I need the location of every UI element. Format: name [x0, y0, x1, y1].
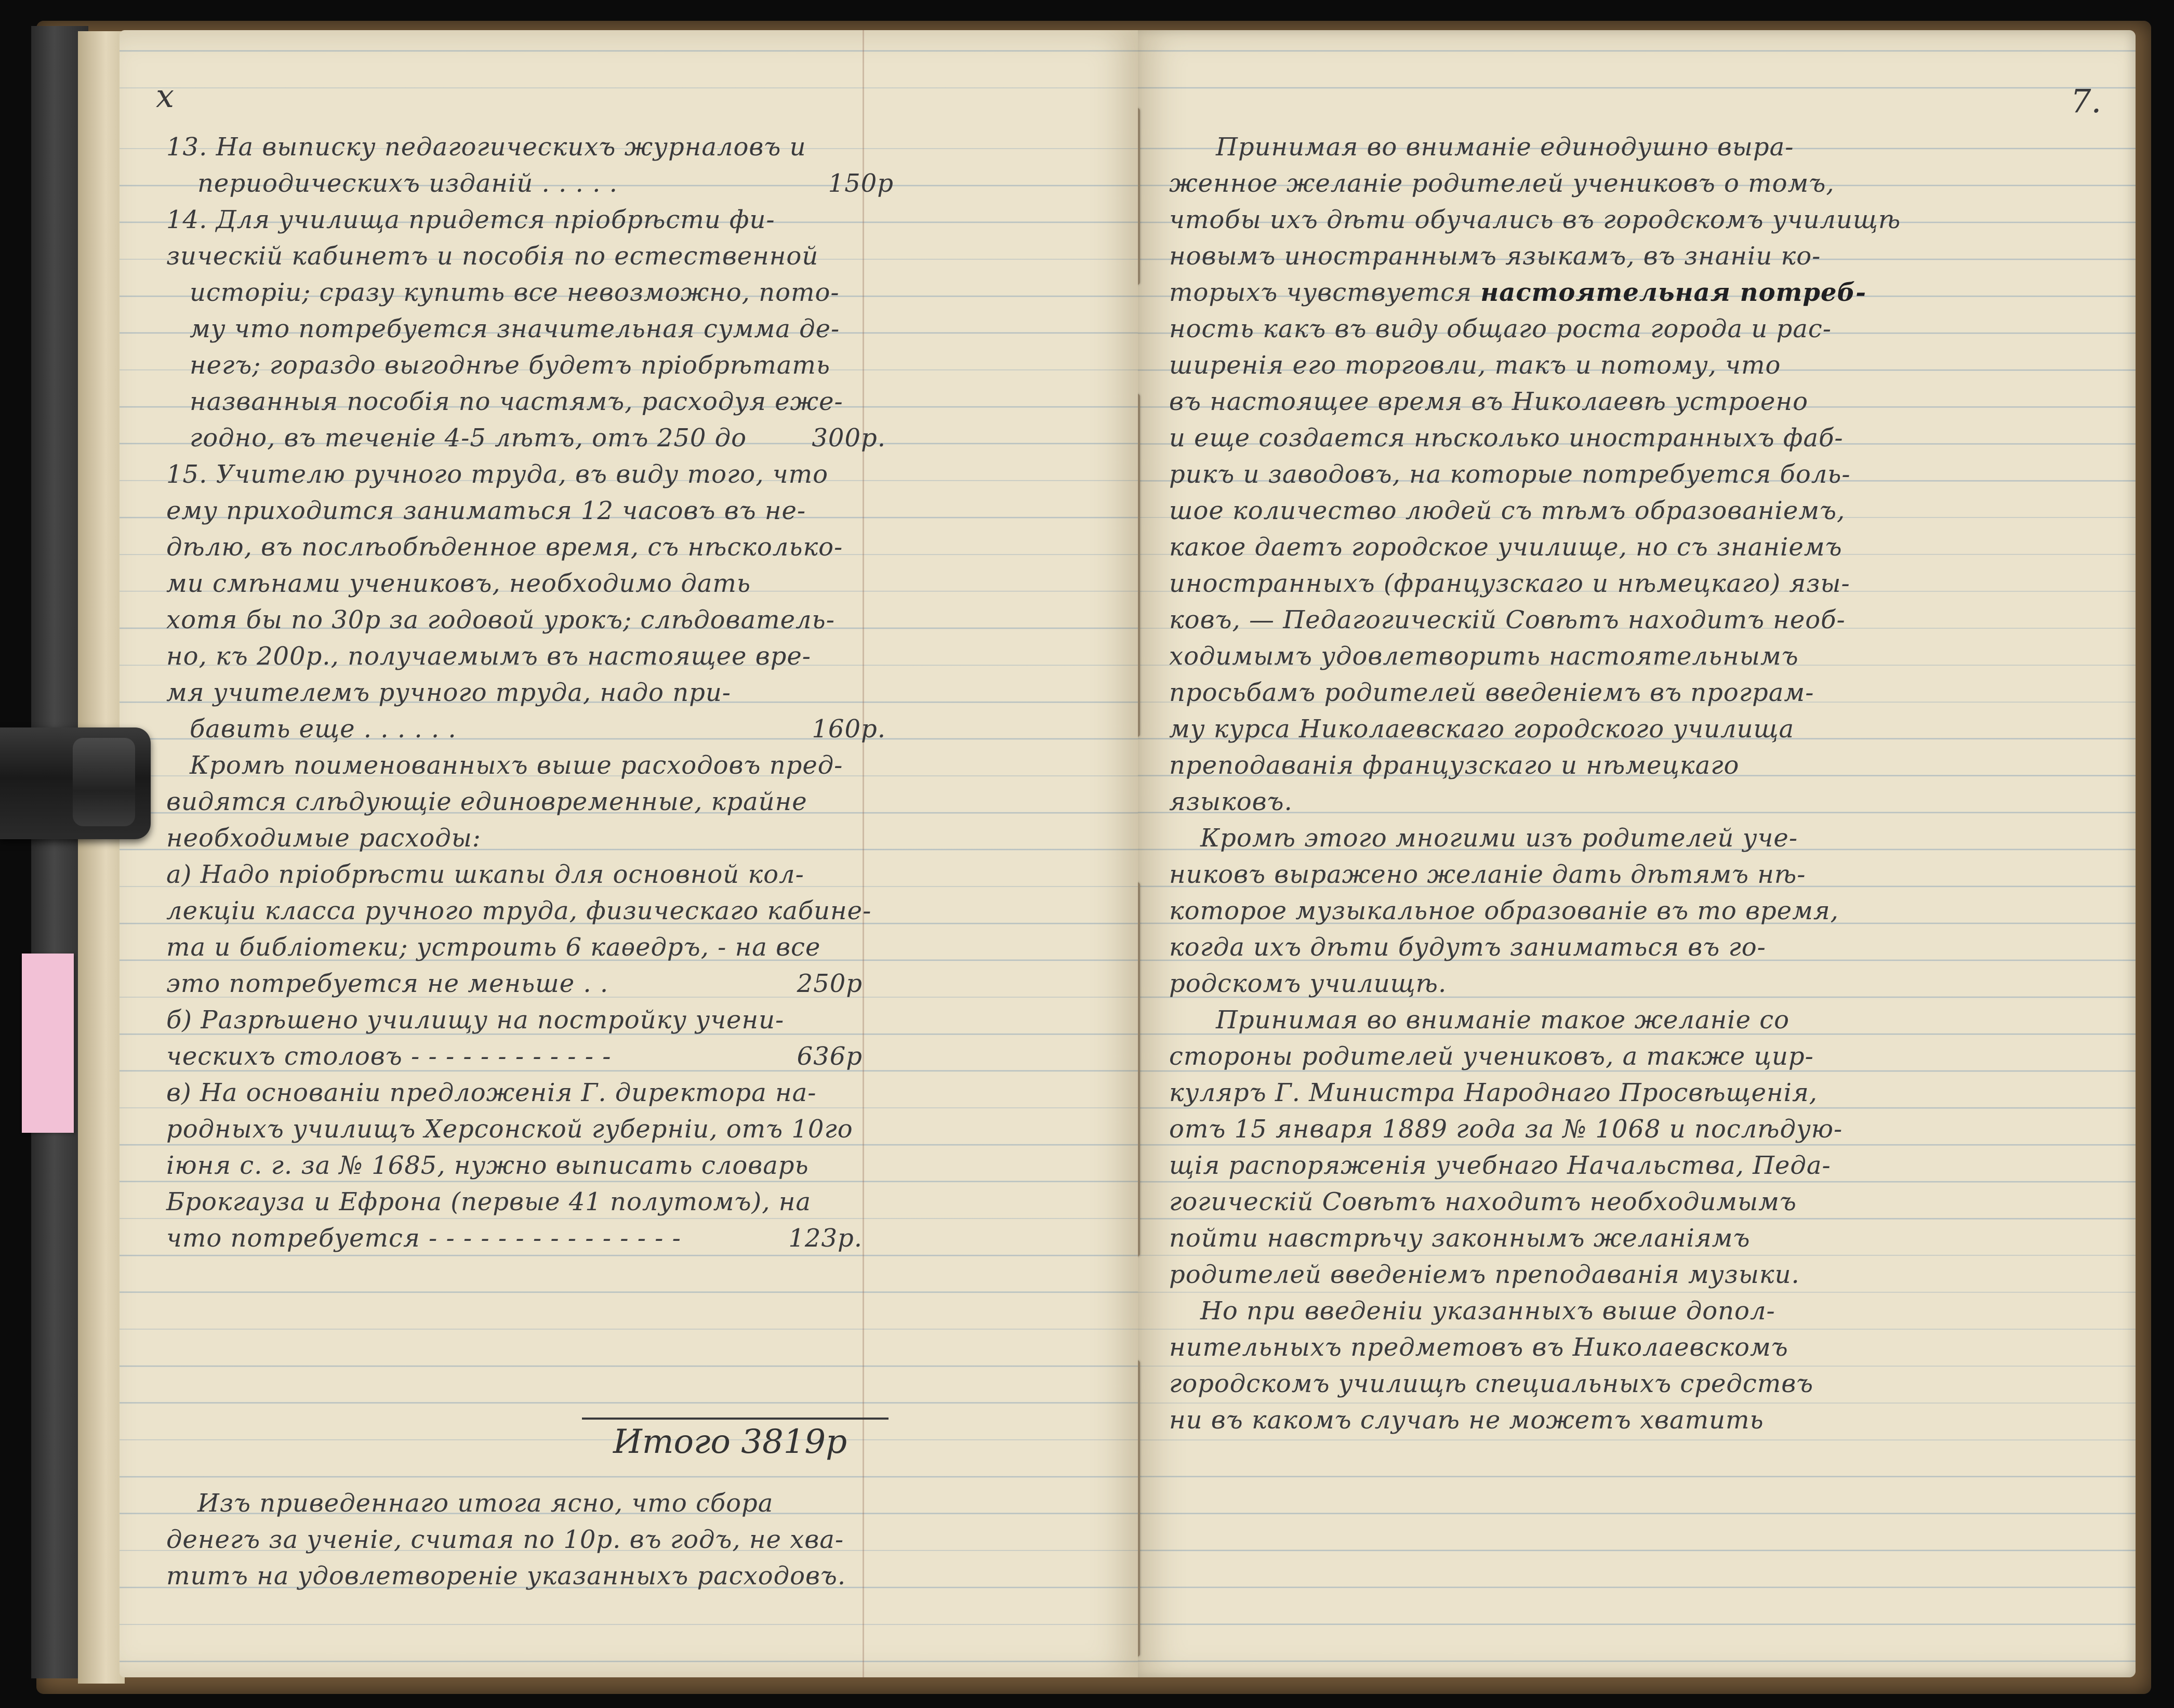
handwritten-line: родскомъ училищѣ.: [1169, 969, 1447, 998]
left-page: [120, 30, 1138, 1677]
handwritten-line: [166, 238, 863, 274]
handwritten-line: [166, 1147, 863, 1184]
line-amount: 123р.: [788, 1224, 863, 1253]
handwritten-line: новымъ иностраннымъ языкамъ, въ знаніи ко-: [1169, 242, 1821, 271]
handwritten-line: ни въ какомъ случаѣ не можетъ хватить: [1169, 1406, 1764, 1435]
handwritten-line: нительныхъ предметовъ въ Николаевскомъ: [1169, 1333, 1788, 1362]
line-text: это потребуется не меньше . .: [166, 969, 609, 998]
handwritten-line: Принимая во вниманіе единодушно выра-: [1216, 133, 1794, 162]
line-text: Брокгауза и Ефрона (первые 41 полутомъ), на: [166, 1187, 811, 1216]
handwritten-line: гогическій Совѣтъ находитъ необходимымъ: [1169, 1187, 1797, 1216]
page-edges: [78, 31, 125, 1684]
handwritten-line: [166, 274, 886, 311]
handwritten-line: ность какъ въ виду общаго роста города и рас-: [1169, 314, 1832, 343]
handwritten-line: [166, 420, 886, 456]
right-page: [1138, 30, 2136, 1677]
line-text: му что потребуется значительная сумма де-: [190, 314, 840, 343]
line-text: дѣлю, въ послѣобѣденное время, съ нѣсколько-: [166, 533, 843, 562]
handwritten-line: [166, 1038, 863, 1075]
line-text: Кромѣ поименованныхъ выше расходовъ пред-: [190, 751, 843, 780]
left-page-number: ⅹ: [156, 77, 174, 115]
handwritten-line: [166, 674, 863, 711]
handwritten-line: [166, 602, 863, 638]
handwritten-line: иностранныхъ (французскаго и нѣмецкаго) язы-: [1169, 569, 1850, 598]
handwritten-line: [166, 129, 863, 165]
handwritten-line: просьбамъ родителей введеніемъ въ програм-: [1169, 678, 1814, 707]
handwritten-line: [166, 1220, 863, 1256]
binding-stitch: [1138, 882, 1140, 1256]
handwritten-line: щія распоряженія учебнаго Начальства, Педа-: [1169, 1151, 1831, 1180]
handwritten-line: [166, 565, 863, 602]
handwritten-line: [166, 929, 863, 965]
line-text: Изъ приведеннаго итога ясно, что сбора: [197, 1489, 774, 1518]
line-text: ему приходится заниматься 12 часовъ въ не-: [166, 496, 806, 525]
handwritten-line: [166, 965, 863, 1002]
line-text: ми смѣнами учениковъ, необходимо дать: [166, 569, 751, 598]
handwritten-line: [166, 747, 886, 784]
handwritten-line: чтобы ихъ дѣти обучались въ городскомъ училищѣ: [1169, 205, 1901, 234]
handwritten-line: [166, 311, 886, 347]
line-text: годно, въ теченіе 4-5 лѣтъ, отъ 250 до: [190, 423, 747, 453]
handwritten-line: [166, 1111, 863, 1147]
line-text: 14. Для училища придется пріобрѣсти фи-: [166, 205, 775, 234]
handwritten-line: [166, 1184, 863, 1220]
handwritten-line: родителей введеніемъ преподаванія музыки.: [1169, 1260, 1800, 1289]
line-text: лекціи класса ручного труда, физическаго кабине-: [166, 896, 872, 925]
handwritten-line: ковъ, — Педагогическій Совѣтъ находитъ необ-: [1169, 605, 1846, 634]
handwritten-line: [166, 1485, 894, 1521]
handwritten-line: рикъ и заводовъ, на которые потребуется боль-: [1169, 460, 1851, 489]
handwritten-line: Но при введеніи указанныхъ выше допол-: [1200, 1296, 1775, 1326]
line-text: денегъ за ученіе, считая по 10р. въ годъ, не хва-: [166, 1525, 844, 1554]
line-text: исторіи; сразу купить все невозможно, пото-: [190, 278, 840, 307]
line-text: необходимые расходы:: [166, 824, 481, 853]
binding-stitch: [1138, 1360, 1140, 1657]
handwritten-line: и еще создается нѣсколько иностранныхъ фаб-: [1169, 423, 1844, 453]
handwritten-line: отъ 15 января 1889 года за № 1068 и послѣдую-: [1169, 1115, 1843, 1144]
handwritten-line: когда ихъ дѣти будутъ заниматься въ го-: [1169, 933, 1766, 962]
handwritten-line: шое количество людей съ тѣмъ образованіемъ,: [1169, 496, 1846, 525]
handwritten-line: [166, 820, 863, 856]
line-amount: 150р: [828, 169, 894, 198]
handwritten-line: му курса Николаевскаго городского училища: [1169, 714, 1795, 744]
handwritten-line: Кромѣ этого многими изъ родителей уче-: [1200, 824, 1798, 853]
handwritten-line: куляръ Г. Министра Народнаго Просвѣщенія,: [1169, 1078, 1818, 1107]
handwritten-line: стороны родителей учениковъ, а также цир-: [1169, 1042, 1814, 1071]
handwritten-line: городскомъ училищѣ специальныхъ средствъ: [1169, 1369, 1814, 1398]
line-text: негъ; гораздо выгоднѣе будетъ пріобрѣтать: [190, 351, 830, 380]
line-amount: 250р: [797, 969, 863, 998]
handwritten-line: [166, 893, 872, 929]
handwritten-line: [166, 529, 863, 565]
line-text: б) Разрѣшено училищу на постройку учени-: [166, 1005, 785, 1035]
emphasized-text: настоятельная потреб-: [1480, 278, 1867, 307]
handwritten-line: [166, 1075, 863, 1111]
line-text: та и библіотеки; устроить 6 каѳедръ, - на все: [166, 933, 821, 962]
handwritten-line: преподаванія французскаго и нѣмецкаго: [1169, 751, 1740, 780]
handwritten-line: [166, 456, 863, 493]
line-text: іюня с. г. за № 1685, нужно выписать словарь: [166, 1151, 809, 1180]
line-amount: 300р.: [812, 423, 886, 453]
handwritten-line: [166, 347, 886, 383]
total-underline: [582, 1418, 889, 1420]
line-text: в) На основаніи предложенія Г. директора на-: [166, 1078, 817, 1107]
line-amount: 636р: [797, 1042, 863, 1071]
handwritten-line: [166, 1521, 863, 1558]
handwritten-line: [166, 383, 886, 420]
handwritten-line: ходимымъ удовлетворить настоятельнымъ: [1169, 642, 1799, 671]
binding-stitch: [1138, 108, 1140, 285]
line-text: зическій кабинетъ и пособія по естественной: [166, 242, 819, 271]
handwritten-line: [166, 784, 863, 820]
line-text: периодическихъ изданій . . . . .: [197, 169, 618, 198]
handwritten-line: въ настоящее время въ Николаевѣ устроено: [1169, 387, 1808, 416]
pink-sticky-note: [22, 954, 74, 1133]
handwritten-line: какое даетъ городское училище, но съ знаніемъ: [1169, 533, 1842, 562]
handwritten-line: [166, 202, 863, 238]
handwritten-line: Принимая во вниманіе такое желаніе со: [1216, 1005, 1790, 1035]
line-text: мя учителемъ ручного труда, надо при-: [166, 678, 731, 707]
handwritten-line: [166, 493, 863, 529]
line-text: что потребуется - - - - - - - - - - - - - - -: [166, 1224, 681, 1253]
line-text: бавить еще . . . . . .: [190, 714, 457, 744]
handwritten-line: [166, 711, 886, 747]
line-text: названныя пособія по частямъ, расходуя еже-: [190, 387, 843, 416]
handwritten-line: [166, 1002, 863, 1038]
binding-stitch: [1138, 394, 1140, 737]
handwritten-line: языковъ.: [1169, 787, 1293, 816]
handwritten-line: пойти навстрѣчу законнымъ желаніямъ: [1169, 1224, 1751, 1253]
line-text: хотя бы по 30р за годовой урокъ; слѣдователь-: [166, 605, 835, 634]
book-clasp: [0, 727, 151, 839]
handwritten-line: [166, 856, 863, 893]
line-text: 15. Учителю ручного труда, въ виду того, что: [166, 460, 828, 489]
handwritten-line: ширенія его торговли, такъ и потому, что: [1169, 351, 1781, 380]
handwritten-line: [166, 1558, 863, 1594]
line-text: родныхъ училищъ Херсонской губерніи, отъ 10го: [166, 1115, 853, 1144]
total-sum: Итого 3819р: [613, 1423, 847, 1461]
line-text: 13. На выписку педагогическихъ журналовъ и: [166, 133, 806, 162]
handwritten-line: [166, 638, 863, 674]
right-page-number: 7.: [2071, 82, 2102, 120]
line-text: а) Надо пріобрѣсти шкапы для основной кол-: [166, 860, 804, 889]
handwritten-line: торыхъ чувствуется настоятельная потреб-: [1169, 278, 1867, 307]
line-text: видятся слѣдующіе единовременные, крайне: [166, 787, 807, 816]
handwritten-line: женное желаніе родителей учениковъ о томъ,: [1169, 169, 1835, 198]
handwritten-line: никовъ выражено желаніе дать дѣтямъ нѣ-: [1169, 860, 1806, 889]
line-text: но, къ 200р., получаемымъ въ настоящее вре-: [166, 642, 812, 671]
line-amount: 160р.: [812, 714, 886, 744]
line-text: ческихъ столовъ - - - - - - - - - - - -: [166, 1042, 612, 1071]
handwritten-line: которое музыкальное образованіе въ то время,: [1169, 896, 1839, 925]
line-text: титъ на удовлетвореніе указанныхъ расходовъ.: [166, 1561, 846, 1591]
handwritten-line: [166, 165, 894, 202]
